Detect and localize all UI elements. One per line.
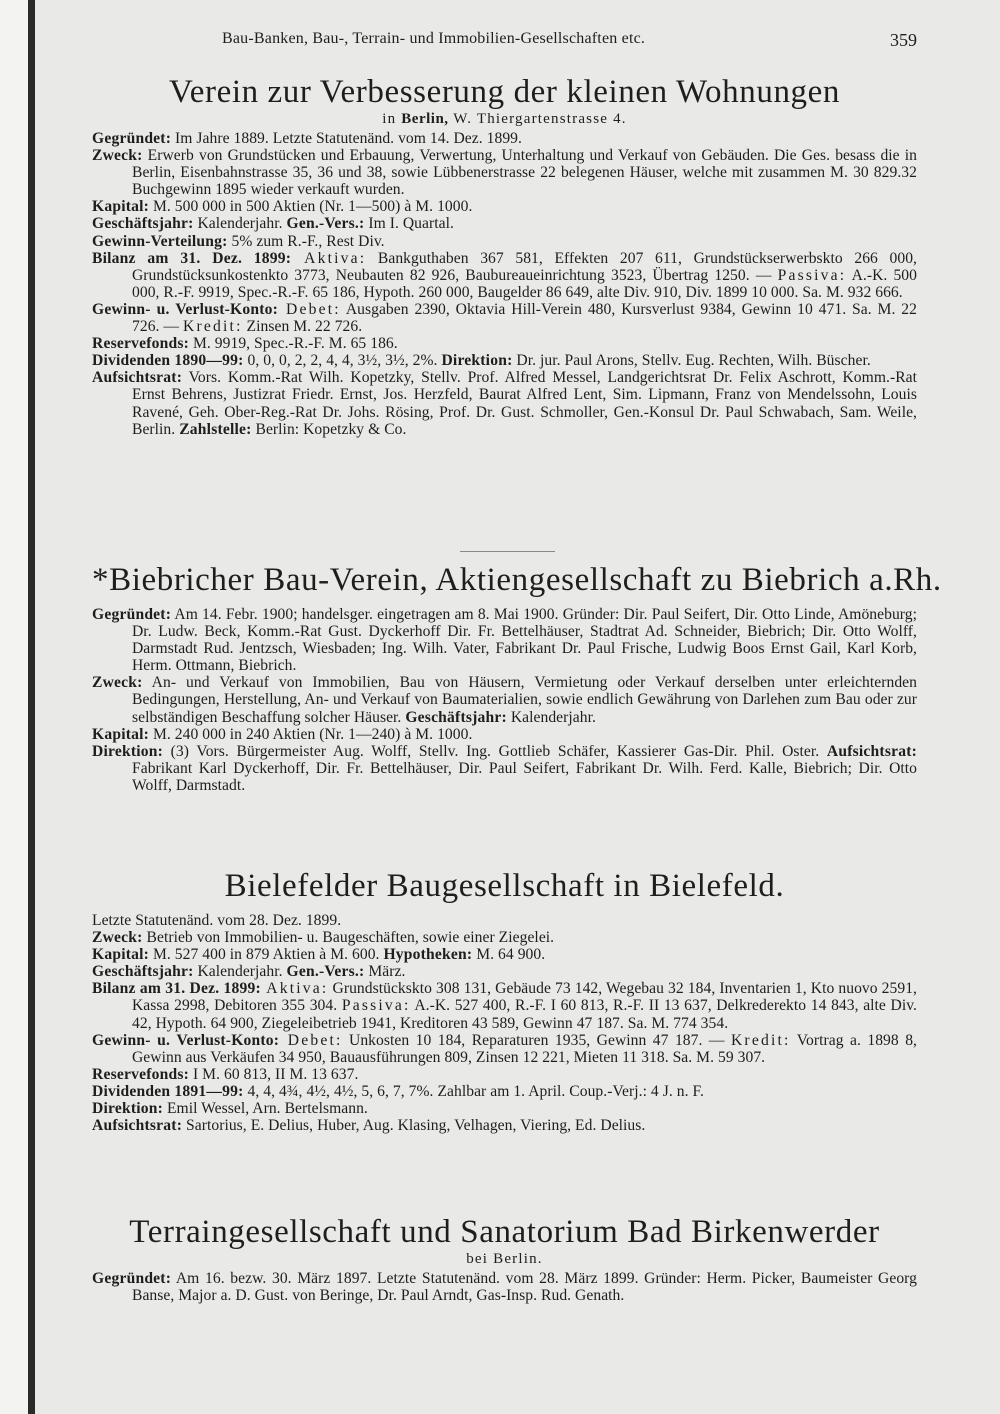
field-label: Berlin, (401, 111, 449, 127)
entry-paragraph (92, 130, 917, 147)
company-location (92, 1250, 917, 1268)
field-label: Zweck: (92, 147, 143, 165)
field-text: A.-K. 500 000, R.-F. 9919, Spec.-R.-F. 65 186, Hypoth. 260 000, Baugelder 86 649, alte Div. 910, Div. 1899 10 000. Sa. M. 932 666. (132, 266, 917, 301)
field-text: M. 527 400 in 879 Aktien à M. 600. (149, 946, 384, 964)
entry-paragraph (92, 352, 917, 369)
field-text: Letzte Statutenänd. vom 28. Dez. 1899. (92, 912, 342, 929)
field-label: Gen.-Vers.: (286, 963, 365, 981)
entry-paragraph (92, 929, 917, 946)
field-text: 0, 0, 0, 2, 2, 4, 4, 3½, 3½, 2%. (243, 352, 442, 370)
field-text: Betrieb von Immobilien- u. Baugeschäften, sowie einer Ziegelei. (142, 929, 555, 947)
entry-paragraph (92, 606, 917, 674)
field-label: Gen.-Vers.: (286, 215, 365, 233)
section-label: Passiva: (341, 997, 411, 1015)
entry-paragraph (92, 726, 917, 743)
binding-edge (28, 0, 35, 1414)
field-label: Gewinn- u. Verlust-Konto: (92, 300, 279, 318)
field-label: Aufsichtsrat: (826, 742, 917, 760)
field-text: M. 240 000 in 240 Aktien (Nr. 1—240) à M. 1000. (149, 725, 473, 743)
header-title: Bau-Banken, Bau-, Terrain- und Immobilien-Gesellschaften etc. (222, 30, 646, 47)
field-text: Grundstückskto 308 131, Gebäude 73 142, Wegebau 32 184, Inventarien 1, Kto nuovo 2591, Kassa 2998, Debitoren 355 304. (132, 980, 917, 1015)
field-label: Reservefonds: (92, 335, 190, 353)
company-title: Verein zur Verbesserung der kleinen Wohnungen (168, 74, 840, 110)
field-label: Zweck: (92, 929, 143, 947)
field-text: Vortrag a. 1898 8, Gewinn aus Verkäufen 34 950, Bauausführungen 809, Zinsen 12 221, Mieten 11 318. Sa. M. 59 307. (132, 1031, 917, 1066)
field-label: Gegründet: (92, 130, 172, 147)
entry-paragraph (92, 1032, 917, 1066)
field-label: Direktion: (441, 352, 513, 370)
field-text: Unkosten 10 184, Reparaturen 1935, Gewinn 47 187. — (342, 1031, 731, 1049)
entry-paragraph (92, 963, 917, 980)
company-title: Bielefelder Baugesellschaft in Bielefeld. (224, 868, 785, 904)
scan-margin (0, 0, 28, 1414)
field-text: Am 14. Febr. 1900; handelsger. eingetragen am 8. Mai 1900. Gründer: Dir. Paul Seifert, Dir. Otto Linde, Amöneburg; Dr. Ludw. Beck, Komm.-Rat Gust. Dyckerhoff Dir. Fr. Bettelhäuser, Stadtrat Ad. Schneider, Biebrich; Dir. Otto Wolff, Darmstadt Rud. Jentzsch, Wiesbaden; Ing. Wilh. Vater, Fabrikant Dr. Paul Frische, Ludwig Boos Ernst Gail, Karl Korb, Herm. Ottmann, Biebrich. (132, 606, 917, 675)
field-text: 4, 4, 4¾, 4½, 4½, 5, 6, 7, 7%. Zahlbar am 1. April. Coup.-Verj.: 4 J. n. F. (243, 1082, 704, 1100)
field-text: An- und Verkauf von Immobilien, Bau von Häusern, Vermietung oder Verkauf derselben unter erleichternden Bedingungen, Herstellung, An- und Verkauf von Baumaterialien, sowie endlich Gewährung von Darlehen zum Bau oder zur selbständigen Beschaffung solcher Häuser. (132, 674, 917, 726)
field-label: Kapital: (92, 946, 150, 964)
field-text: Emil Wessel, Arn. Bertelsmann. (163, 1100, 368, 1118)
field-text: M. 9919, Spec.-R.-F. M. 65 186. (189, 335, 398, 353)
section-label: Kredit: (183, 318, 243, 336)
field-text: Kalenderjahr. (506, 708, 596, 726)
section-label: Passiva: (777, 266, 847, 284)
field-text: Ausgaben 2390, Oktavia Hill-Verein 480, Kursverlust 9384, Gewinn 10 471. Sa. M. 22 726. — (132, 300, 917, 336)
field-text: 5% zum R.-F., Rest Div. (227, 232, 385, 250)
company-location (92, 110, 917, 128)
entry-paragraph (92, 147, 917, 198)
field-label: Kapital: (92, 198, 150, 216)
field-text: M. 500 000 in 500 Aktien (Nr. 1—500) à M. 1000. (149, 198, 473, 216)
entry-paragraph (92, 369, 917, 437)
field-text: I M. 60 813, II M. 13 637. (189, 1065, 359, 1083)
field-text: Erwerb von Grundstücken und Erbauung, Verwertung, Unterhaltung und Verkauf von Gebäuden. Die Ges. besass die in Berlin, Eisenbahnstrasse 35, 36 und 38, sowie Lübbenerstrasse 22 belegenen Häuser, welche mit zusammen M. 30 829.32 Buchgewinn 1895 wieder verkauft wurden. (132, 147, 917, 199)
company-title: *Biebricher Bau-Verein, Aktiengesellschaft zu Biebrich a.Rh. (92, 562, 942, 598)
field-label: Direktion: (92, 1100, 164, 1118)
divider (460, 551, 555, 552)
section-label: Debet: (279, 1031, 343, 1049)
field-label: Zweck: (92, 674, 143, 692)
section-label: Aktiva: (260, 980, 329, 998)
entry-paragraph (92, 1066, 917, 1083)
field-text: Fabrikant Karl Dyckerhoff, Dir. Fr. Bettelhäuser, Dir. Paul Seifert, Fabrikant Dr. Wilh. Ferd. Kalle, Biebrich; Dir. Otto Wolff, Darmstadt. (132, 759, 917, 794)
entry-paragraph (92, 912, 917, 929)
entry-biebricher-bau-verein (92, 562, 942, 794)
entry-terraingesellschaft-birkenwerder (92, 1214, 917, 1304)
field-text: in (382, 111, 402, 127)
field-label: Geschäftsjahr: (92, 963, 194, 981)
field-text: Kalenderjahr. (193, 215, 287, 233)
field-label: Aufsichtsrat: (92, 1117, 183, 1135)
field-label: Kapital: (92, 725, 150, 743)
field-text: Im I. Quartal. (364, 215, 454, 233)
field-label: Hypotheken: (383, 946, 473, 964)
field-label: Direktion: (92, 742, 164, 760)
field-text: M. 64 900. (472, 946, 546, 964)
field-label: Gegründet: (92, 1270, 172, 1287)
field-text: März. (364, 963, 406, 981)
section-label: Debet: (278, 300, 341, 318)
company-title: Terraingesellschaft und Sanatorium Bad Birkenwerder (129, 1214, 880, 1250)
entry-paragraph (92, 1083, 917, 1100)
field-text: Vors. Komm.-Rat Wilh. Kopetzky, Stellv. Prof. Alfred Messel, Landgerichtsrat Dr. Felix Aschrott, Komm.-Rat Ernst Behrens, Justizrat Friedr. Ernst, Jos. Herzfeld, Baurat Alfred Lent, Sim. Lipmann, Franz von Mendelssohn, Louis Ravené, Geh. Ober-Reg.-Rat Dr. Johs. Rösing, Prof. Dr. Gust. Schmoller, Gen.-Konsul Dr. Paul Schwabach, Sam. Weile, Berlin. (132, 369, 917, 438)
entry-paragraph (92, 946, 917, 963)
field-label: Dividenden 1890—99: (92, 352, 244, 370)
entry-paragraph (92, 980, 917, 1031)
field-text: Am 16. bezw. 30. März 1897. Letzte Statutenänd. vom 28. März 1899. Gründer: Herm. Picker, Baumeister Georg Banse, Major a. D. Gust. von Beringe, Dr. Paul Arndt, Gas-Insp. Rud. Genath. (132, 1270, 917, 1305)
entry-verein-verbesserung (92, 74, 917, 438)
field-label: Aufsichtsrat: (92, 369, 183, 387)
field-label: Gewinn-Verteilung: (92, 232, 228, 250)
entry-paragraph (92, 1270, 917, 1304)
field-text: bei Berlin. (466, 1251, 543, 1267)
field-text: Dr. jur. Paul Arons, Stellv. Eug. Rechten, Wilh. Büscher. (512, 352, 871, 370)
field-label: Reservefonds: (92, 1065, 190, 1083)
field-label: Bilanz am 31. Dez. 1899: (92, 980, 261, 998)
field-label: Geschäftsjahr: (405, 708, 507, 726)
field-label: Dividenden 1891—99: (92, 1082, 244, 1100)
page-number: 359 (890, 30, 917, 50)
entry-paragraph (92, 198, 917, 215)
field-label: Zahlstelle: (179, 420, 252, 438)
field-label: Geschäftsjahr: (92, 215, 194, 233)
entry-paragraph (92, 1117, 917, 1134)
entry-bielefelder-baugesellschaft (92, 868, 917, 1134)
entry-paragraph (92, 674, 917, 725)
entry-paragraph (92, 233, 917, 250)
field-text: W. Thiergartenstrasse 4. (448, 111, 627, 127)
field-text: (3) Vors. Bürgermeister Aug. Wolff, Stellv. Ing. Gottlieb Schäfer, Kassierer Gas-Dir. Phil. Oster. (163, 742, 827, 760)
section-label: Kredit: (730, 1031, 791, 1049)
field-text: Im Jahre 1889. Letzte Statutenänd. vom 14. Dez. 1899. (171, 130, 522, 147)
field-label: Bilanz am 31. Dez. 1899: (92, 249, 292, 267)
entry-paragraph (92, 335, 917, 352)
entry-paragraph (92, 250, 917, 301)
field-text: Sartorius, E. Delius, Huber, Aug. Klasing, Velhagen, Viering, Ed. Delius. (182, 1117, 646, 1135)
field-label: Gegründet: (92, 606, 172, 623)
entry-paragraph (92, 215, 917, 232)
field-text: Kalenderjahr. (193, 963, 287, 981)
section-label: Aktiva: (291, 249, 367, 267)
entry-paragraph (92, 1100, 917, 1117)
running-header (92, 30, 917, 54)
field-text: Bankguthaben 367 581, Effekten 207 611, Grundstückserwerbskto 266 000, Grundstücksunkostenkto 3773, Neubauten 82 926, Baubureaueinrichtung 3523, Übertrag 1250. — (132, 249, 918, 284)
field-text: A.-K. 527 400, R.-F. I 60 813, R.-F. II 13 637, Delkrederekto 14 843, alte Div. 42, Hypoth. 64 900, Ziegeleibetrieb 1941, Kreditoren 43 589, Gewinn 47 187. Sa. M. 774 354. (132, 997, 918, 1032)
entry-paragraph (92, 743, 917, 794)
field-text: Berlin: Kopetzky & Co. (251, 420, 407, 438)
entry-paragraph (92, 301, 917, 335)
field-text: Zinsen M. 22 726. (242, 318, 363, 336)
field-label: Gewinn- u. Verlust-Konto: (92, 1031, 280, 1049)
